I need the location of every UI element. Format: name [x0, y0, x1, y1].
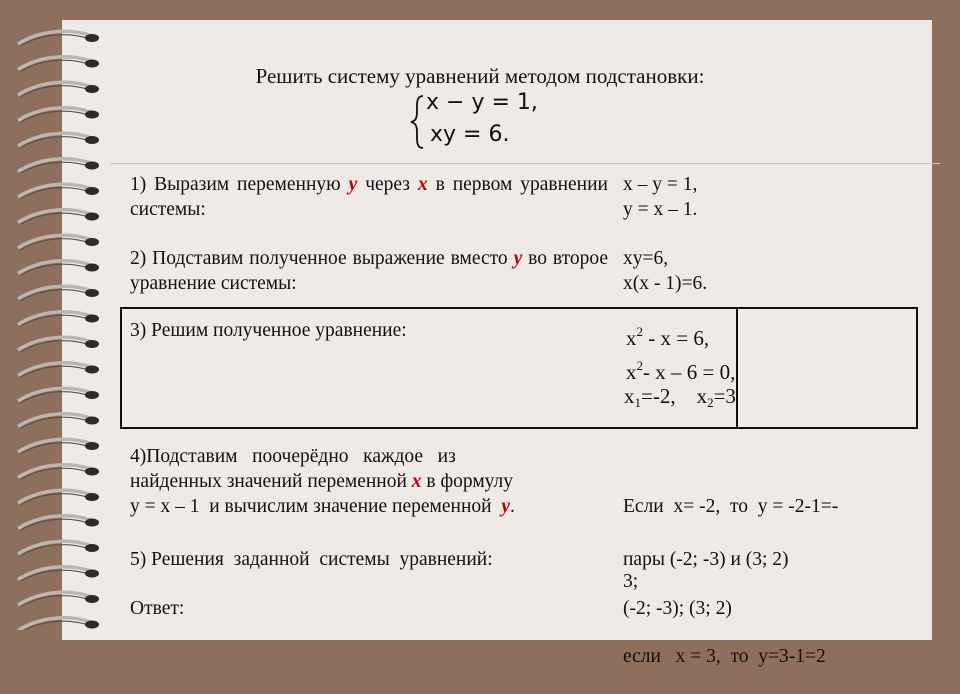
- spiral-coil: [18, 108, 99, 123]
- spiral-coil: [18, 618, 99, 630]
- spiral-coil: [18, 439, 99, 454]
- step-3-roots: $x_1=-2$, $x_2=3$: [624, 384, 736, 410]
- spiral-coil: [18, 57, 99, 72]
- step-1-math: [623, 172, 908, 222]
- spiral-coil: [18, 541, 99, 556]
- step-4-line-2: найденных значений переменной x в формулу: [130, 471, 514, 492]
- spiral-coil: [18, 414, 99, 429]
- spiral-coil: [18, 31, 99, 46]
- spiral-coil: [18, 133, 99, 148]
- step-3-text: 3) Решим полученное уравнение:: [130, 320, 407, 341]
- answer-label: Ответ:: [130, 598, 185, 619]
- step-4-line-r3: если x = 3, то y=3-1=2: [623, 646, 826, 667]
- spiral-coil: [18, 261, 99, 276]
- spiral-coil: [18, 286, 99, 301]
- spiral-coil: [18, 210, 99, 225]
- step-4-line-1: 4)Подставим поочерёдно каждое из: [130, 446, 456, 467]
- spiral-coil: [18, 388, 99, 403]
- step-1-line-1: x – y = 1,: [623, 174, 698, 195]
- step-5-result: пары (-2; -3) и (3; 2): [623, 549, 789, 570]
- answer-value: (-2; -3); (3; 2): [623, 598, 732, 619]
- spiral-binding: [0, 0, 110, 630]
- spiral-coil: [18, 312, 99, 327]
- spiral-coil: [18, 363, 99, 378]
- page-title: Решить систему уравнений методом подстановки:: [255, 64, 705, 88]
- step-5-text: 5) Решения заданной системы уравнений:: [130, 549, 493, 570]
- spiral-coil: [18, 516, 99, 531]
- spiral-coil: [18, 235, 99, 250]
- step-4-line-3: y = x – 1 и вычислим значение переменной y.: [130, 496, 515, 517]
- step-3-math: [626, 318, 735, 386]
- box-column-divider: [736, 309, 738, 427]
- step-1-line-2: y = x – 1.: [623, 199, 698, 220]
- system-equation-1: x − y = 1,: [426, 90, 538, 115]
- step-4-text: [130, 444, 608, 519]
- system-equation-2: xy = 6.: [430, 122, 510, 147]
- step-1-text: 1) Выразим переменную y через x в первом уравнении системы:: [130, 174, 608, 220]
- divider: [110, 163, 940, 164]
- spiral-coil: [18, 465, 99, 480]
- spiral-coil: [18, 159, 99, 174]
- spiral-coil: [18, 82, 99, 97]
- step-3-line-2: $x^2-$ x – 6 = 0,: [626, 358, 736, 384]
- spiral-coil: [18, 337, 99, 352]
- spiral-coil: [18, 184, 99, 199]
- step-2-line-2: x(x - 1)=6.: [623, 273, 708, 294]
- spiral-coil: [18, 490, 99, 505]
- step-2-math: [623, 246, 908, 296]
- step-3-line-1: $x^2 - x = 6$,: [626, 324, 710, 350]
- step-2-text: 2) Подставим полученное выражение вместо y во второе уравнение системы:: [130, 248, 608, 294]
- brace-icon: [408, 94, 426, 150]
- spiral-coil: [18, 592, 99, 607]
- spiral-coil: [18, 567, 99, 582]
- step-4-line-r2: 3;: [623, 571, 639, 592]
- step-2-line-1: xy=6,: [623, 248, 669, 269]
- step-4-line-r1: Если x= -2, то y = -2-1=-: [623, 496, 839, 517]
